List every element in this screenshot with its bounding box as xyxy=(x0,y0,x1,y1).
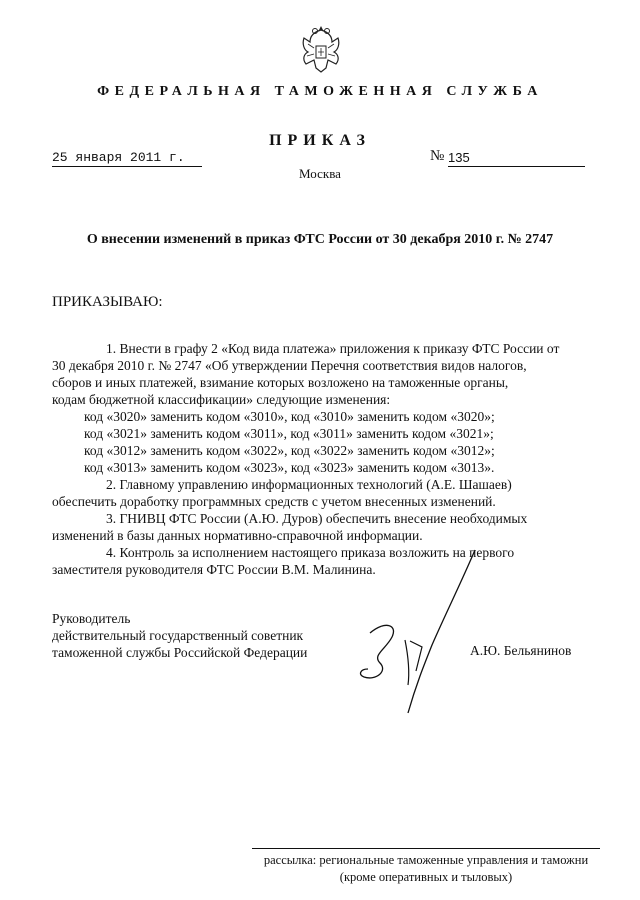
item-1-line: 30 декабря 2010 г. № 2747 «Об утверждении Перечня соответствия видов налогов, xyxy=(52,358,527,373)
handwritten-signature xyxy=(350,545,490,715)
signatory-name: А.Ю. Бельянинов xyxy=(470,643,572,658)
order-body xyxy=(52,340,600,578)
order-date: 25 января 2011 г. xyxy=(52,150,202,167)
item-1-line: сборов и иных платежей, взимание которых возложено на таможенные органы, xyxy=(52,375,509,390)
number-sign: № xyxy=(430,148,445,164)
decree-heading: ПРИКАЗЫВАЮ: xyxy=(52,294,163,310)
item-3-line: 3. ГНИВЦ ФТС России (А.Ю. Дуров) обеспечить внесение необходимых xyxy=(106,511,528,526)
item-2-line: обеспечить доработку программных средств с учетом внесенных изменений. xyxy=(52,494,496,509)
item-2-line: 2. Главному управлению информационных технологий (А.Е. Шашаев) xyxy=(106,477,512,492)
order-number: 135 xyxy=(448,150,585,167)
divider xyxy=(252,848,600,849)
code-change-line: код «3013» заменить кодом «3023», код «3023» заменить кодом «3013». xyxy=(84,460,495,475)
signatory-title-line: Руководитель xyxy=(52,611,131,626)
mailing-line: (кроме оперативных и тыловых) xyxy=(339,870,513,884)
city: Москва xyxy=(299,166,341,181)
item-4-line: заместителя руководителя ФТС России В.М. Малинина. xyxy=(52,562,376,577)
signatory-title-line: таможенной службы Российской Федерации xyxy=(52,645,308,660)
code-change-line: код «3012» заменить кодом «3022», код «3022» заменить кодом «3012»; xyxy=(84,443,495,458)
signatory-title-line: действительный государственный советник xyxy=(52,628,304,643)
code-change-line: код «3021» заменить кодом «3011», код «3011» заменить кодом «3021»; xyxy=(84,426,494,441)
agency-name: ФЕДЕРАЛЬНАЯ ТАМОЖЕННАЯ СЛУЖБА xyxy=(97,84,543,99)
mailing-list xyxy=(252,852,600,886)
document-type-title: ПРИКАЗ xyxy=(269,132,371,149)
signatory-title xyxy=(52,610,307,661)
item-4-line: 4. Контроль за исполнением настоящего приказа возложить на первого xyxy=(106,545,515,560)
coat-of-arms-icon xyxy=(298,26,344,74)
item-1-line: 1. Внести в графу 2 «Код вида платежа» приложения к приказу ФТС России от xyxy=(106,341,560,356)
mailing-line: рассылка: региональные таможенные управления и таможни xyxy=(263,853,589,867)
order-subject: О внесении изменений в приказ ФТС России от 30 декабря 2010 г. № 2747 xyxy=(86,232,554,247)
item-1-line: кодам бюджетной классификации» следующие изменения: xyxy=(52,392,391,407)
item-3-line: изменений в базы данных нормативно-справочной информации. xyxy=(52,528,423,543)
code-change-line: код «3020» заменить кодом «3010», код «3010» заменить кодом «3020»; xyxy=(84,409,495,424)
